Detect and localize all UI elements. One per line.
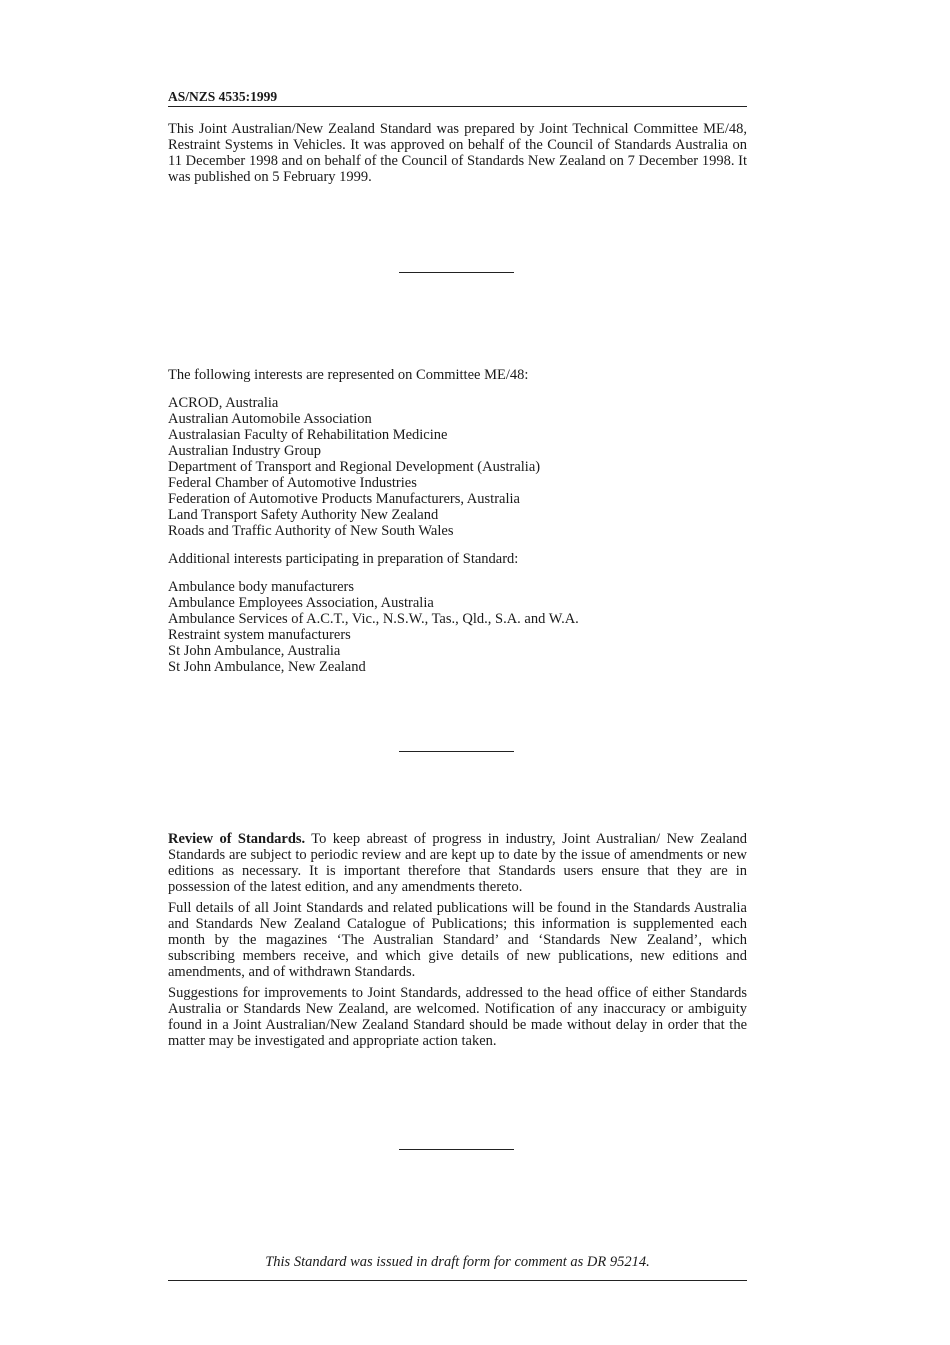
header-rule [168, 106, 747, 107]
review-paragraph-3: Suggestions for improvements to Joint Standards, addressed to the head office of either Standards Australia or Standards New Zealand, are welcomed. Notification of any inaccuracy or ambiguity found in a Joint Australian/New Zealand Standard should be made without delay in order that the matter may be investigated and appropriate action taken. [168, 985, 747, 1049]
document-page [168, 0, 747, 1345]
review-heading: Review of Standards. [168, 831, 306, 847]
list-item: Federation of Automotive Products Manufacturers, Australia [168, 491, 520, 507]
list-item: Ambulance Employees Association, Australia [168, 595, 434, 611]
draft-note: This Standard was issued in draft form for comment as DR 95214. [265, 1254, 650, 1270]
list-item: Land Transport Safety Authority New Zealand [168, 507, 439, 523]
review-section [168, 831, 747, 1054]
footer-rule [168, 1280, 747, 1281]
committee-section [168, 367, 747, 675]
standard-code: AS/NZS 4535:1999 [168, 89, 278, 104]
additional-interests-heading: Additional interests participating in preparation of Standard: [168, 551, 519, 567]
review-text: To keep abreast of progress in industry, Joint Australian/ New Zealand Standards are subject to periodic review and are kept up to date by the issue of amendments or new editions as necessary. It is important therefore that Standards users ensure that they are in possession of the latest edition, and any amendments thereto. [168, 831, 748, 895]
review-paragraph-1 [168, 831, 747, 895]
list-item: Department of Transport and Regional Development (Australia) [168, 459, 541, 475]
list-item: Ambulance Services of A.C.T., Vic., N.S.W., Tas., Qld., S.A. and W.A. [168, 611, 579, 627]
committee-members-list [168, 395, 747, 539]
section-divider [399, 1149, 514, 1150]
review-paragraph-2: Full details of all Joint Standards and related publications will be found in the Standards Australia and Standards New Zealand Catalogue of Publications; this information is supplemented each month by the magazines ‘The Australian Standard’ and ‘Standards New Zealand’, which subscribing members receive, and which give details of new publications, new editions and amendments, and of withdrawn Standards. [168, 900, 747, 980]
list-item: Australian Automobile Association [168, 411, 372, 427]
list-item: Australasian Faculty of Rehabilitation Medicine [168, 427, 448, 443]
list-item: Ambulance body manufacturers [168, 579, 355, 595]
list-item: Restraint system manufacturers [168, 627, 351, 643]
committee-heading: The following interests are represented on Committee ME/48: [168, 367, 529, 383]
list-item: Australian Industry Group [168, 443, 322, 459]
additional-interests-list [168, 579, 747, 675]
list-item: St John Ambulance, New Zealand [168, 659, 366, 675]
list-item: St John Ambulance, Australia [168, 643, 341, 659]
list-item: ACROD, Australia [168, 395, 279, 411]
section-divider [399, 751, 514, 752]
list-item: Federal Chamber of Automotive Industries [168, 475, 417, 491]
list-item: Roads and Traffic Authority of New South Wales [168, 523, 454, 539]
intro-paragraph: This Joint Australian/New Zealand Standard was prepared by Joint Technical Committee ME/48, Restraint Systems in Vehicles. It was approved on behalf of the Council of Standards Australia on 11 December 1998 and on behalf of the Council of Standards New Zealand on 7 December 1998. It was published on 5 February 1999. [168, 121, 747, 185]
section-divider [399, 272, 514, 273]
